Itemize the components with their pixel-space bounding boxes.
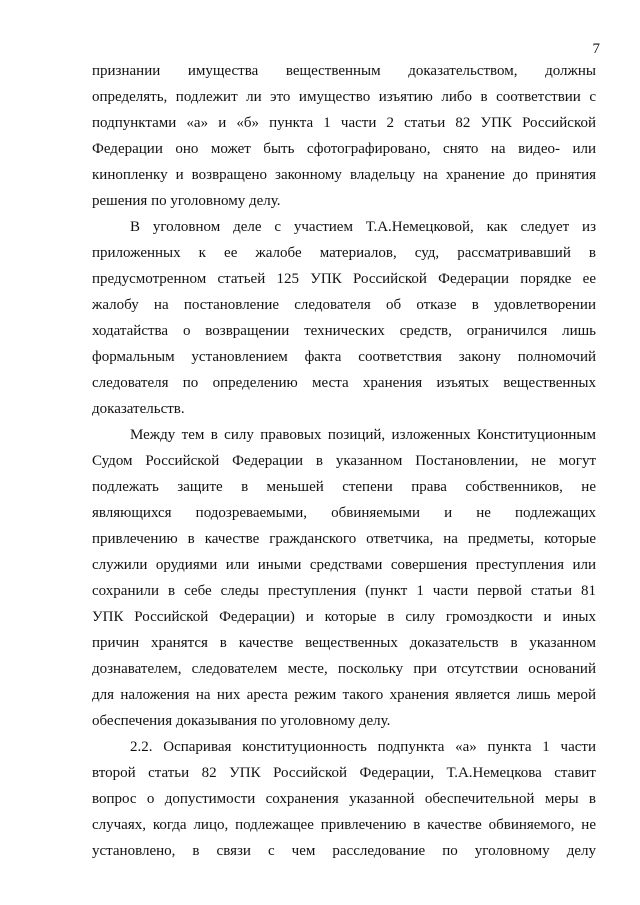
text-line: приложенных к ее жалобе материалов, суд, рассматривавший в [92,245,596,261]
text-line: обеспечения доказывания по уголовному делу. [92,713,391,729]
paragraph-3 [92,422,596,734]
text-line: решения по уголовному делу. [92,193,281,209]
text-line: являющихся подозреваемыми, обвиняемыми и не подлежащих [92,505,596,521]
text-line: следователя по определению места хранения изъятых вещественных [92,375,596,391]
text-line: жалобу на постановление следователя об отказе в удовлетворении [92,297,596,313]
text-line: вопрос о допустимости сохранения указанной обеспечительной меры в [92,791,596,807]
page-number: 7 [592,41,600,57]
text-line: УПК Российской Федерации) и которые в силу громоздкости и иных [92,609,596,625]
text-line: подпунктами «а» и «б» пункта 1 части 2 статьи 82 УПК Российской [92,115,596,131]
text-line: ходатайства о возвращении технических средств, ограничился лишь [92,323,596,339]
text-line: установлено, в связи с чем расследование по уголовному делу [92,843,596,859]
text-line: для наложения на них ареста режим такого хранения является лишь мерой [92,687,596,703]
text-line: Судом Российской Федерации в указанном Постановлении, не могут [92,453,596,469]
paragraph-2 [92,214,596,422]
text-line: формальным установлением факта соответствия закону полномочий [92,349,596,365]
text-line: сохранили в себе следы преступления (пункт 1 части первой статьи 81 [92,583,596,599]
paragraph-4 [92,734,596,864]
text-line: служили орудиями или иными средствами совершения преступления или [92,557,596,573]
text-line: Федерации оно может быть сфотографировано, снято на видео- или [92,141,596,157]
text-line: доказательств. [92,401,185,417]
text-line: второй статьи 82 УПК Российской Федерации, Т.А.Немецкова ставит [92,765,596,781]
text-line: причин хранятся в качестве вещественных доказательств в указанном [92,635,596,651]
text-line: определять, подлежит ли это имущество изъятию либо в соответствии с [92,89,596,105]
text-line: случаях, когда лицо, подлежащее привлечению в качестве обвиняемого, не [92,817,596,833]
text-line: признании имущества вещественным доказательством, должны [92,63,596,79]
paragraph-1 [92,58,596,214]
text-line: Между тем в силу правовых позиций, изложенных Конституционным [130,427,596,443]
text-line: кинопленку и возвращено законному владельцу на хранение до принятия [92,167,596,183]
text-line: 2.2. Оспаривая конституционность подпункта «а» пункта 1 части [130,739,596,755]
text-line: В уголовном деле с участием Т.А.Немецковой, как следует из [130,219,596,235]
text-line: предусмотренном статьей 125 УПК Российской Федерации порядке ее [92,271,596,287]
text-line: дознавателем, следователем месте, поскольку при отсутствии оснований [92,661,596,677]
text-line: подлежать защите в меньшей степени права собственников, не [92,479,596,495]
document-body [92,58,596,864]
text-line: привлечению в качестве гражданского ответчика, на предметы, которые [92,531,596,547]
